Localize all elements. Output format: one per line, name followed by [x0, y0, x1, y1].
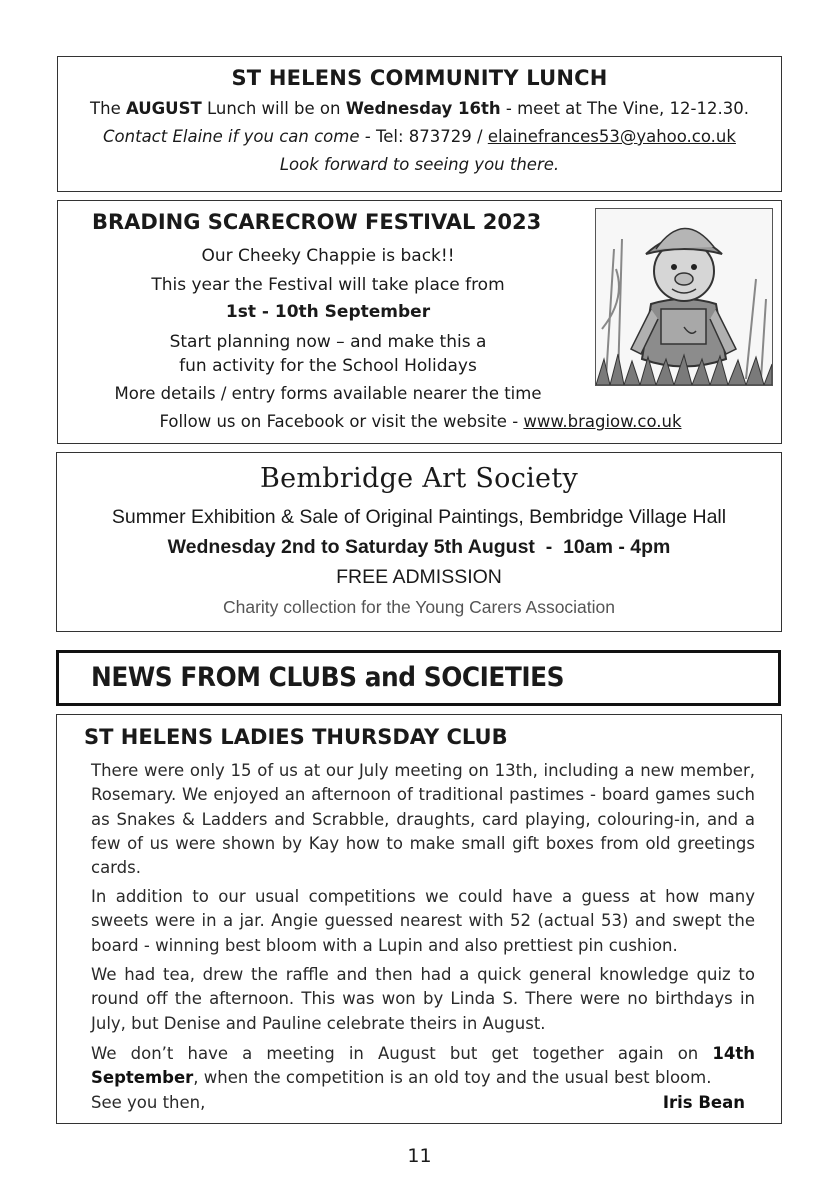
bragiow-link[interactable]: www.bragiow.co.uk: [523, 412, 682, 431]
art-society-box: [56, 452, 782, 632]
art-title: Bembridge Art Society: [259, 463, 579, 494]
lunch-line-3: Look forward to seeing you there.: [279, 155, 560, 174]
scarecrow-festival-box: [57, 200, 782, 444]
news-heading-box: [56, 650, 781, 706]
scarecrow-title: BRADING SCARECROW FESTIVAL 2023: [92, 210, 542, 234]
art-line-1: Summer Exhibition & Sale of Original Paintings, Bembridge Village Hall: [111, 506, 727, 528]
scarecrow-line-5: More details / entry forms available nearer the time: [114, 384, 542, 403]
scarecrow-line-2: This year the Festival will take place from: [151, 275, 505, 295]
scarecrow-follow: Follow us on Facebook or visit the website - www.bragiow.co.uk: [159, 412, 682, 431]
lunch-email-link[interactable]: elainefrances53@yahoo.co.uk: [487, 127, 736, 146]
scarecrow-line-1: Our Cheeky Chappie is back!!: [201, 246, 455, 266]
lunch-line-1: The AUGUST Lunch will be on Wednesday 16th - meet at The Vine, 12-12.30.: [90, 99, 749, 118]
art-line-4: Charity collection for the Young Carers Association: [222, 597, 616, 617]
art-line-2: Wednesday 2nd to Saturday 5th August - 10am - 4pm: [167, 536, 671, 558]
scarecrow-line-4: fun activity for the School Holidays: [179, 356, 477, 376]
scarecrow-dates: 1st - 10th September: [225, 302, 431, 322]
ladies-paragraph-1: There were only 15 of us at our July meeting on 13th, including a new member, Rosemary. We enjoyed an afternoon of traditional pastimes - board games such as Snakes & Ladders and Scrabble, draughts, card playing, colouring-in, and a few of us were shown by Kay how to make small gift boxes from old greetings cards.: [91, 761, 755, 878]
ladies-title: ST HELENS LADIES THURSDAY CLUB: [84, 725, 508, 749]
lunch-title: ST HELENS COMMUNITY LUNCH: [231, 66, 608, 90]
news-heading: NEWS FROM CLUBS and SOCIETIES: [91, 662, 565, 693]
ladies-club-box: [56, 714, 782, 1124]
ladies-paragraph-3: We had tea, drew the raffle and then had a quick general knowledge quiz to round off the afternoon. This was won by Linda S. There were no birthdays in July, but Denise and Pauline celebrate theirs in August.: [91, 965, 755, 1033]
lunch-line-2: Contact Elaine if you can come - Tel: 873729 / elainefrances53@yahoo.co.uk: [103, 127, 736, 146]
scarecrow-line-3: Start planning now – and make this a: [169, 332, 487, 352]
scarecrow-illustration: [595, 208, 773, 386]
art-line-3: FREE ADMISSION: [336, 566, 502, 588]
community-lunch-box: [57, 56, 782, 192]
ladies-paragraph-4: We don’t have a meeting in August but get together again on 14th September, when the competition is an old toy and the usual best bloom. See you then, Iris Bean: [91, 1042, 755, 1115]
ladies-paragraph-2: In addition to our usual competitions we could have a guess at how many sweets were in a jar. Angie guessed nearest with 52 (actual 53) and swept the board - winning best bloom with a Lupin and also prettiest pin cushion.: [91, 887, 755, 955]
signature: Iris Bean: [662, 1092, 745, 1112]
page-number: 11: [407, 1145, 432, 1167]
